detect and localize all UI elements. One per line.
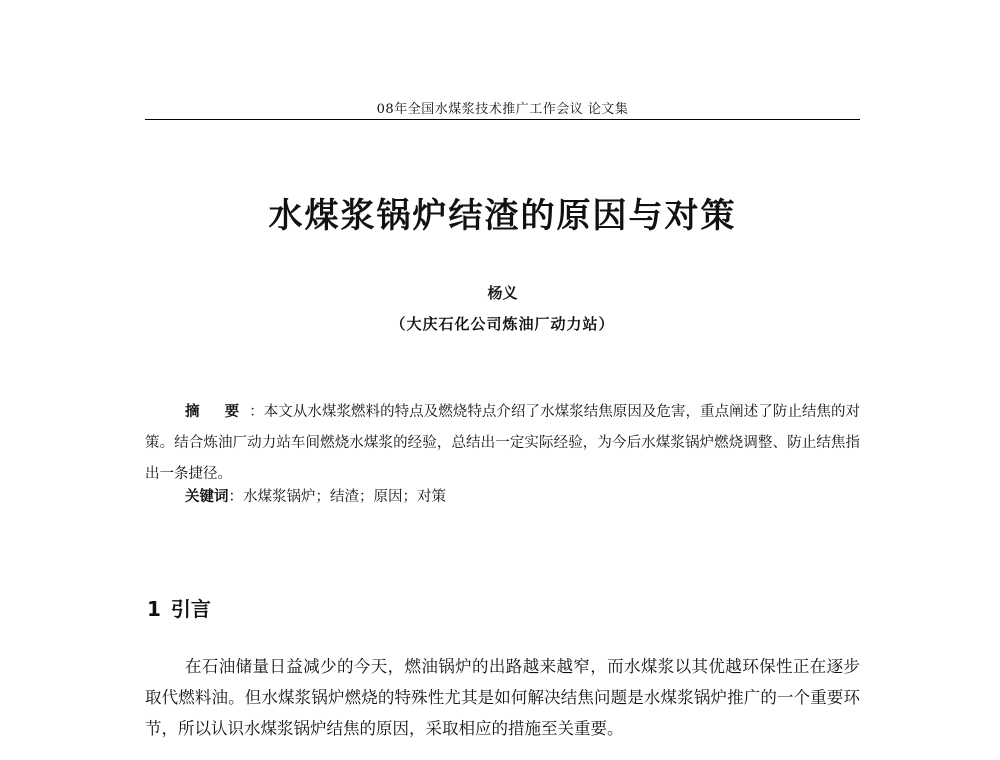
paper-title: 水煤浆锅炉结渣的原因与对策	[268, 196, 737, 236]
keywords-label: 关键词	[185, 488, 229, 505]
section-title: 引言	[170, 597, 211, 621]
section-heading	[147, 593, 211, 622]
section-number: 1	[147, 597, 161, 621]
keywords	[185, 484, 860, 510]
running-header: 08年全国水煤浆技术推广工作会议 论文集	[376, 102, 629, 117]
abstract-label: 摘 要	[185, 403, 250, 420]
body-paragraph: 在石油储量日益减少的今天，燃油锅炉的出路越来越窄，而水煤浆以其优越环保性正在逐步取代燃料油。但水煤浆锅炉燃烧的特殊性尤其是如何解决结焦问题是水煤浆锅炉推广的一个重要环节，所以认识水煤浆锅炉结焦的原因，采取相应的措施至关重要。	[145, 657, 860, 738]
author-name: 杨义	[487, 284, 518, 302]
keywords-text: ：水煤浆锅炉；结渣；原因；对策	[228, 489, 446, 505]
header-rule	[145, 119, 860, 120]
author-affiliation: （大庆石化公司炼油厂动力站）	[390, 315, 615, 333]
abstract-text: ：本文从水煤浆燃料的特点及燃烧特点介绍了水煤浆结焦原因及危害，重点阐述了防止结焦的对策。结合炼油厂动力站车间燃烧水煤浆的经验，总结出一定实际经验，为今后水煤浆锅炉燃烧调整、防止结焦指出一条捷径。	[145, 404, 860, 482]
abstract	[145, 396, 860, 490]
